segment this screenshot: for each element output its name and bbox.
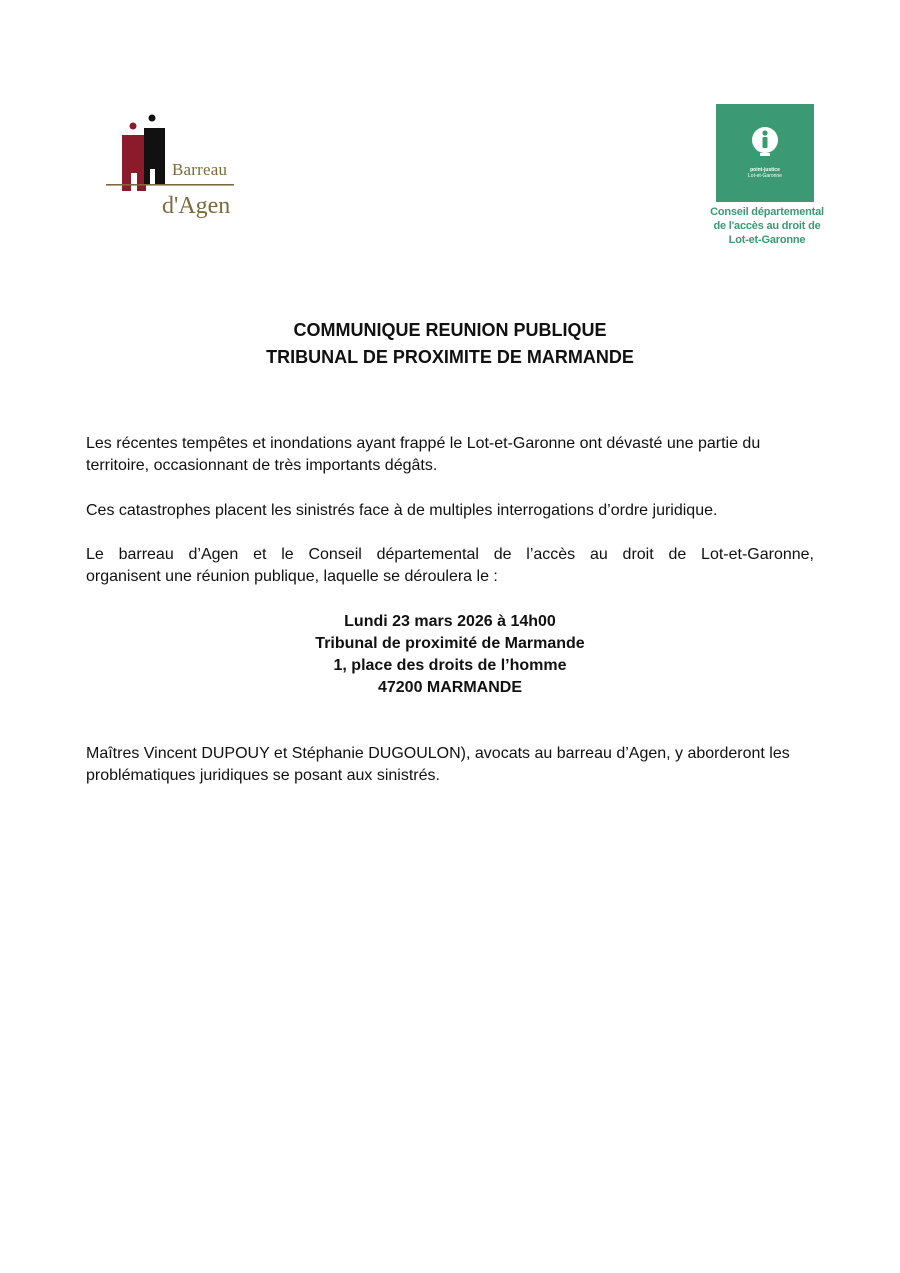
paragraph-organisers-line-1: Le barreau d’Agen et le Conseil départemental de l’accès au droit de Lot-et-Garonne, (86, 546, 814, 563)
paragraph-speakers-text: Maîtres Vincent DUPOUY et Stéphanie DUGOULON), avocats au barreau d’Agen, y aborderont les problématiques juridiques se posant aux sinistrés. (86, 745, 790, 784)
barreau-agen-logo (104, 113, 240, 225)
logo-word-barreau: Barreau (172, 160, 228, 179)
logo-word-agen: d'Agen (162, 193, 231, 219)
event-details (86, 611, 814, 699)
event-venue: Tribunal de proximité de Marmande (315, 635, 585, 652)
paragraph-questions-text: Ces catastrophes placent les sinistrés face à de multiples interrogations d’ordre juridique. (86, 502, 718, 519)
paragraph-organisers (86, 544, 814, 588)
cdad-caption-line: Lot-et-Garonne (728, 234, 806, 246)
point-justice-badge (716, 104, 814, 202)
paragraph-organisers-line-2: organisent une réunion publique, laquelle se déroulera le : (86, 568, 498, 585)
event-city: 47200 MARMANDE (377, 679, 523, 696)
event-street: 1, place des droits de l’homme (333, 657, 567, 674)
cdad-caption-line: Conseil départemental (710, 206, 824, 218)
paragraph-intro (86, 433, 814, 477)
cdad-caption-line: de l'accès au droit de (713, 220, 821, 232)
event-date: Lundi 23 mars 2026 à 14h00 (344, 613, 556, 630)
title-line-1: COMMUNIQUE REUNION PUBLIQUE (293, 320, 607, 340)
paragraph-intro-text: Les récentes tempêtes et inondations ayant frappé le Lot-et-Garonne ont dévasté une partie du territoire, occasionnant de très importants dégâts. (86, 435, 761, 474)
point-justice-label: point-justice (750, 167, 780, 173)
point-justice-logo (700, 104, 834, 254)
paragraph-speakers (86, 743, 814, 787)
point-justice-region: Lot-et-Garonne (748, 173, 782, 179)
cdad-caption (700, 205, 834, 247)
info-person-icon (750, 126, 780, 162)
document-title (86, 317, 814, 371)
paragraph-questions (86, 500, 814, 522)
title-line-2: TRIBUNAL DE PROXIMITE DE MARMANDE (266, 347, 634, 367)
